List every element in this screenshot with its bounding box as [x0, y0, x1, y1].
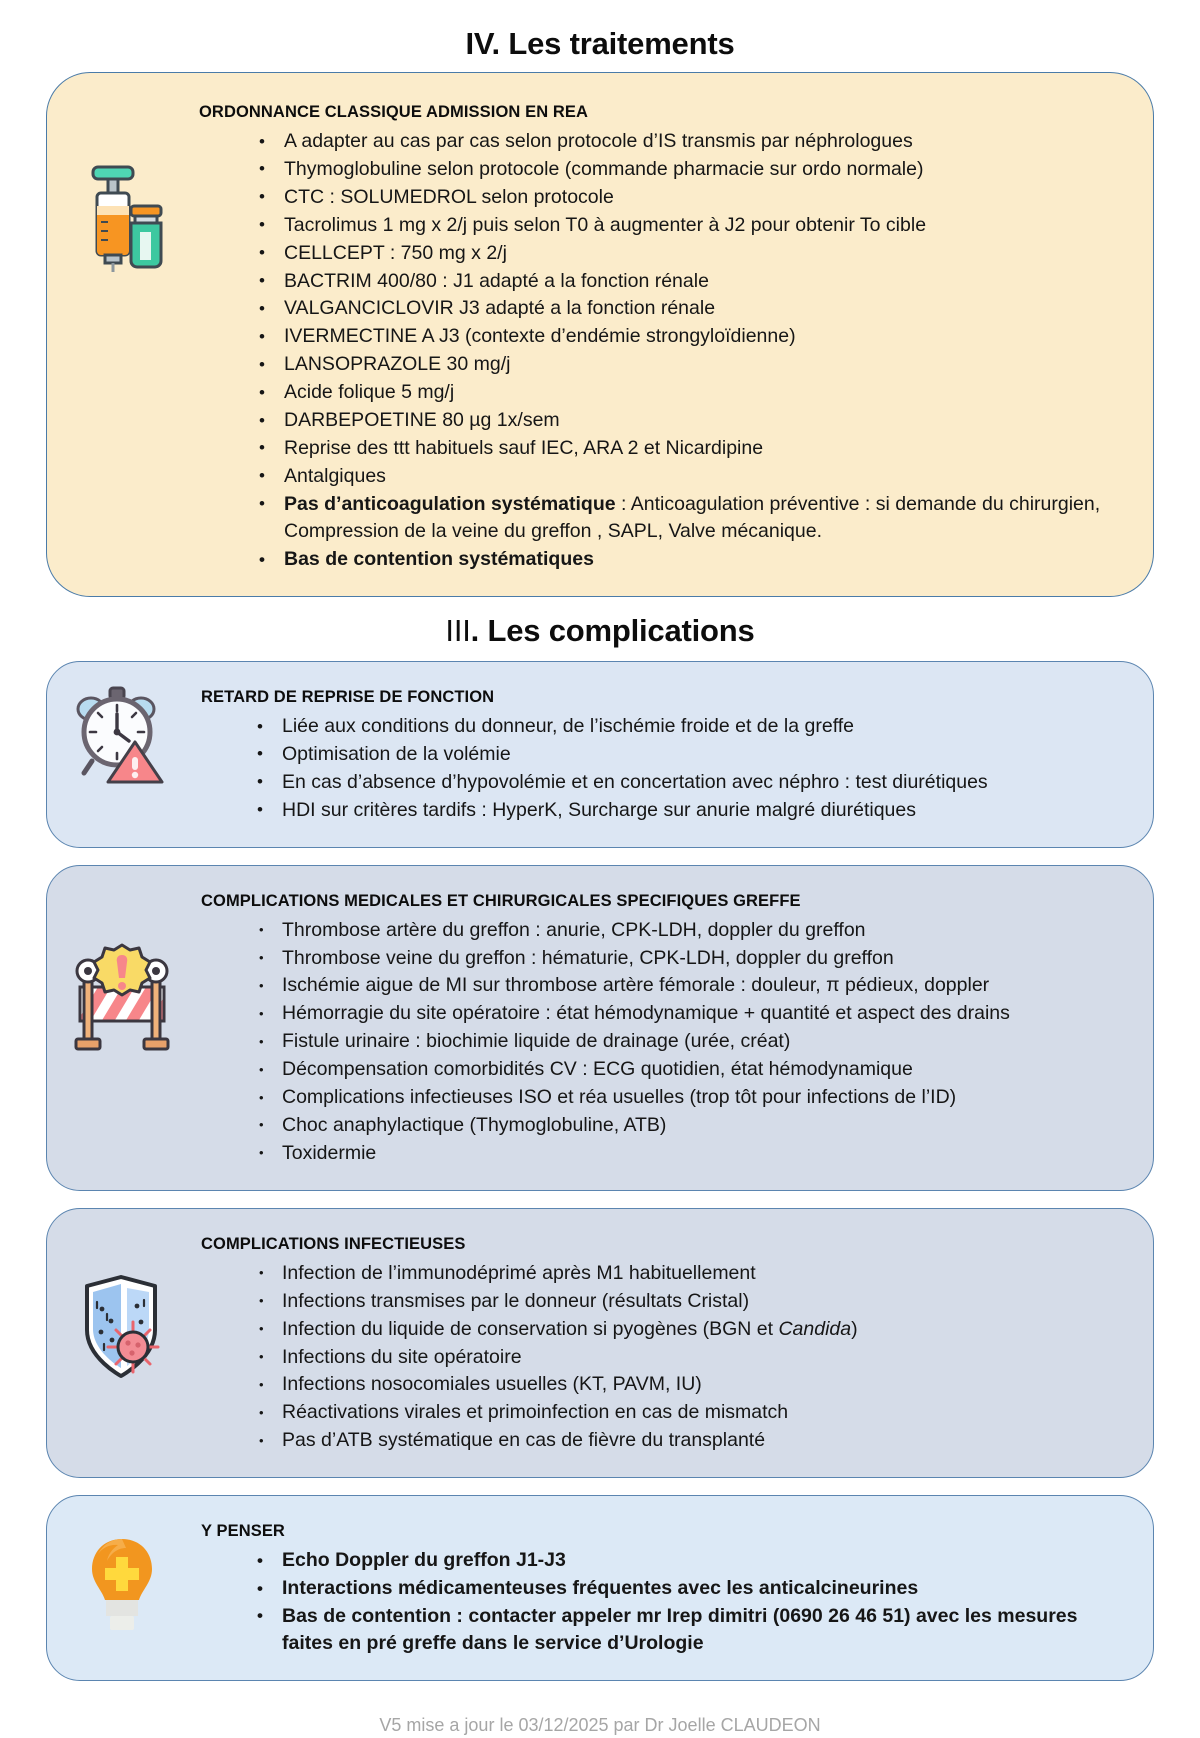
list-item: • Acide folique 5 mg/j — [253, 379, 1129, 406]
retard-reprise-fonction-box — [46, 661, 1154, 848]
list-item: • Liée aux conditions du donneur, de l’ischémie froide et de la greffe — [251, 713, 1123, 740]
list-item: • Reprise des ttt habituels sauf IEC, ARA 2 et Nicardipine — [253, 435, 1129, 462]
list-item: • Infections du site opératoire — [251, 1344, 1123, 1371]
list-item: • Interactions médicamenteuses fréquentes avec les anticalcineurines — [251, 1575, 1123, 1602]
syringe-vial-icon — [47, 157, 197, 275]
list-item: • VALGANCICLOVIR J3 adapté a la fonction rénale — [253, 295, 1129, 322]
section-heading-traitements: IV. Les traitements — [465, 26, 735, 61]
retard-reprise-fonction-list — [197, 713, 1123, 824]
list-item: • Fistule urinaire : biochimie liquide de drainage (urée, créat) — [251, 1028, 1123, 1055]
medchir-box-title: COMPLICATIONS MEDICALES ET CHIRURGICALES SPECIFIQUES GREFFE — [201, 891, 801, 910]
complications-medicales-chirurgicales-list — [197, 917, 1123, 1168]
y-penser-box-title: Y PENSER — [201, 1522, 285, 1541]
heading-complications-text: . Les complications — [470, 613, 755, 648]
y-penser-list — [197, 1547, 1123, 1658]
list-item: • A adapter au cas par cas selon protocole d’IS transmis par néphrologues — [253, 128, 1129, 155]
list-item: • Thrombose artère du greffon : anurie, CPK-LDH, doppler du greffon — [251, 917, 1123, 944]
list-item: • Infections nosocomiales usuelles (KT, PAVM, IU) — [251, 1371, 1123, 1398]
alarm-clock-warning-icon — [47, 678, 197, 788]
list-item: • CELLCEPT : 750 mg x 2/j — [253, 240, 1129, 267]
list-item: • Hémorragie du site opératoire : état hémodynamique + quantité et aspect des drains — [251, 1000, 1123, 1027]
barrier-warning-icon — [47, 938, 197, 1056]
treatments-list — [199, 128, 1129, 574]
list-item: • Réactivations virales et primoinfection en cas de mismatch — [251, 1399, 1123, 1426]
shield-virus-icon — [47, 1271, 197, 1389]
y-penser-box — [46, 1495, 1154, 1681]
list-item: • Pas d’ATB systématique en cas de fièvre du transplanté — [251, 1427, 1123, 1454]
list-item: • Infection du liquide de conservation si pyogènes (BGN et Candida) — [251, 1316, 1123, 1343]
list-item: • Infections transmises par le donneur (résultats Cristal) — [251, 1288, 1123, 1315]
list-item: • IVERMECTINE A J3 (contexte d’endémie strongyloïdienne) — [253, 323, 1129, 350]
list-item: • Ischémie aigue de MI sur thrombose artère fémorale : douleur, π pédieux, doppler — [251, 972, 1123, 999]
treatments-box — [46, 72, 1154, 597]
list-item: • CTC : SOLUMEDROL selon protocole — [253, 184, 1129, 211]
list-item: • DARBEPOETINE 80 µg 1x/sem — [253, 407, 1129, 434]
list-item: • Bas de contention systématiques — [253, 546, 1129, 573]
document-footer: V5 mise a jour le 03/12/2025 par Dr Joelle CLAUDEON — [379, 1715, 821, 1736]
list-item: • Infection de l’immunodéprimé après M1 habituellement — [251, 1260, 1123, 1287]
retard-box-title: RETARD DE REPRISE DE FONCTION — [201, 688, 495, 706]
list-item: • Echo Doppler du greffon J1-J3 — [251, 1547, 1123, 1574]
list-item: • Antalgiques — [253, 463, 1129, 490]
list-item: • HDI sur critères tardifs : HyperK, Surcharge sur anurie malgré diurétiques — [251, 797, 1123, 824]
list-item: • Décompensation comorbidités CV : ECG quotidien, état hémodynamique — [251, 1056, 1123, 1083]
list-item: • Choc anaphylactique (Thymoglobuline, ATB) — [251, 1112, 1123, 1139]
list-item: • BACTRIM 400/80 : J1 adapté a la fonction rénale — [253, 268, 1129, 295]
section-heading-complications — [0, 597, 1200, 661]
complications-infectieuses-list — [197, 1260, 1123, 1455]
list-item: • LANSOPRAZOLE 30 mg/j — [253, 351, 1129, 378]
list-item: • Toxidermie — [251, 1140, 1123, 1167]
list-item: • Tacrolimus 1 mg x 2/j puis selon T0 à augmenter à J2 pour obtenir To cible — [253, 212, 1129, 239]
list-item: • Bas de contention : contacter appeler mr Irep dimitri (0690 26 46 51) avec les mesures faites en pré greffe dans le service d’Urologie — [251, 1603, 1123, 1658]
heading-roman-numeral: III — [445, 613, 471, 648]
list-item: • En cas d’absence d’hypovolémie et en concertation avec néphro : test diurétiques — [251, 769, 1123, 796]
list-item: • Thrombose veine du greffon : hématurie, CPK-LDH, doppler du greffon — [251, 945, 1123, 972]
complications-medicales-chirurgicales-box — [46, 865, 1154, 1191]
list-item-emphasis: Pas d’anticoagulation systématique — [284, 492, 616, 515]
list-item-italic: Candida — [778, 1317, 852, 1340]
list-item: • Complications infectieuses ISO et réa usuelles (trop tôt pour infections de l’ID) — [251, 1084, 1123, 1111]
lightbulb-medical-icon — [47, 1530, 197, 1640]
list-item: • Optimisation de la volémie — [251, 741, 1123, 768]
infectieuses-box-title: COMPLICATIONS INFECTIEUSES — [201, 1234, 466, 1253]
list-item: • Pas d’anticoagulation systématique : Anticoagulation préventive : si demande du chirurgien, Compression de la veine du greffon , SAPL, Valve mécanique. — [253, 491, 1129, 546]
list-item: • Thymoglobuline selon protocole (commande pharmacie sur ordo normale) — [253, 156, 1129, 183]
complications-infectieuses-box — [46, 1208, 1154, 1478]
treatments-box-title: ORDONNANCE CLASSIQUE ADMISSION EN REA — [199, 103, 589, 121]
